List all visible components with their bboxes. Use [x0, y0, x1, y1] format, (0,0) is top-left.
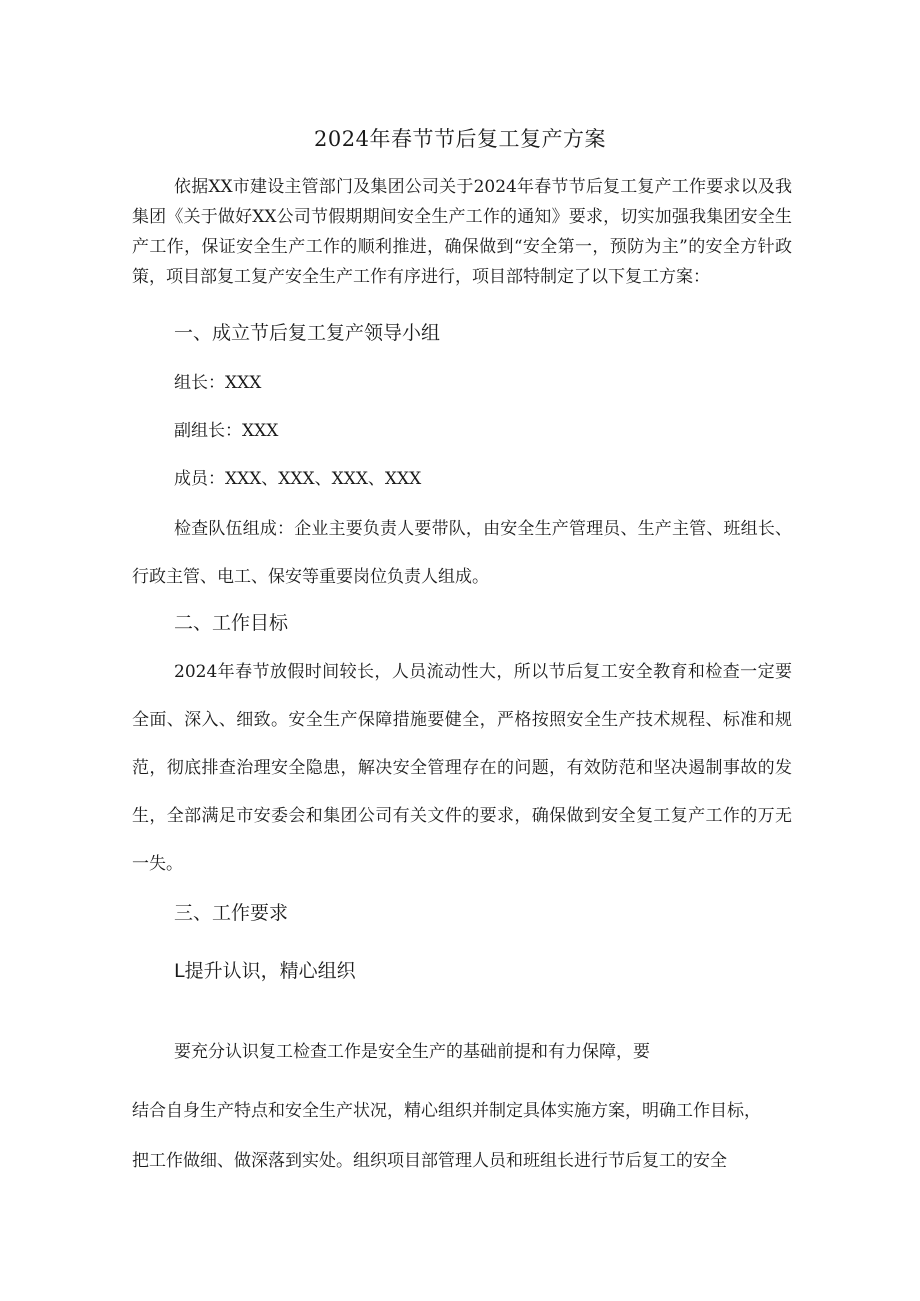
team-leader: 组长：XXX — [174, 373, 262, 393]
team-members: 成员：XXX、XXX、XXX、XXX — [174, 469, 422, 489]
team-deputy-leader: 副组长：XXX — [174, 421, 279, 441]
section-2-heading: 二、工作目标 — [174, 612, 289, 634]
requirement-line-2: 结合自身生产特点和安全生产状况，精心组织并制定具体实施方案，明确工作目标， — [132, 1101, 761, 1121]
requirement-line-3: 把工作做细、做深落到实处。组织项目部管理人员和班组长进行节后复工的安全 — [132, 1151, 727, 1171]
requirement-line-1: 要充分认识复工检查工作是安全生产的基础前提和有力保障，要 — [174, 1042, 650, 1062]
intro-paragraph: 依据XX市建设主管部门及集团公司关于2024年春节节后复工复产工作要求以及我集团《关于做好XX公司节假期期间安全生产工作的通知》要求，切实加强我集团安全生产工作，保证安全生产工作的顺利推进，确保做到“安全第一，预防为主”的安全方针政策，项目部复工复产安全生产工作有序进行，项目部特制定了以下复工方案： — [132, 177, 792, 287]
inspection-team-paragraph: 检查队伍组成：企业主要负责人要带队，由安全生产管理员、生产主管、班组长、行政主管、电工、保安等重要岗位负责人组成。 — [132, 519, 792, 587]
document-title: 2024年春节节后复工复产方案 — [314, 127, 606, 151]
section-3-heading: 三、工作要求 — [174, 902, 289, 924]
section-1-heading: 一、成立节后复工复产领导小组 — [174, 322, 441, 344]
work-goal-paragraph: 2024年春节放假时间较长，人员流动性大，所以节后复工安全教育和检查一定要全面、深入、细致。安全生产保障措施要健全，严格按照安全生产技术规程、标准和规范，彻底排查治理安全隐患，解决安全管理存在的问题，有效防范和坚决遏制事故的发生，全部满足市安委会和集团公司有关文件的要求，确保做到安全复工复产工作的万无一失。 — [132, 662, 792, 874]
subsection-1-heading: L提升认识，精心组织 — [174, 960, 356, 982]
